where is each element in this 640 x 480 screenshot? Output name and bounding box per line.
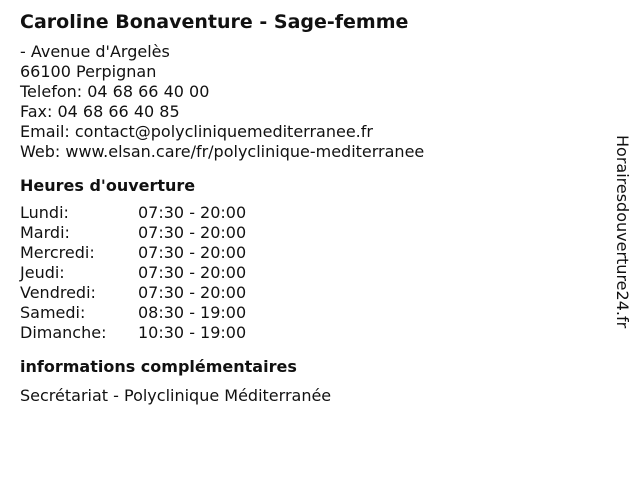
- day-label: Mercredi:: [20, 243, 95, 262]
- page-title: Caroline Bonaventure - Sage-femme: [20, 11, 409, 33]
- time-range: 07:30 - 20:00: [138, 243, 247, 262]
- time-range: 08:30 - 19:00: [138, 303, 247, 322]
- phone-number[interactable]: Telefon: 04 68 66 40 00: [20, 82, 210, 101]
- hours-row-wednesday: [20, 243, 600, 263]
- additional-info-heading: informations complémentaires: [20, 357, 297, 376]
- hours-row-saturday: [20, 303, 600, 323]
- website-link[interactable]: Web: www.elsan.care/fr/polyclinique-mediterranee: [20, 142, 425, 161]
- opening-hours-table: [20, 203, 600, 343]
- day-label: Dimanche:: [20, 323, 107, 342]
- day-label: Vendredi:: [20, 283, 96, 302]
- time-range: 07:30 - 20:00: [138, 203, 247, 222]
- time-range: 07:30 - 20:00: [138, 223, 247, 242]
- day-label: Lundi:: [20, 203, 69, 222]
- site-brand-vertical[interactable]: Horairesdouverture24.fr: [613, 135, 632, 329]
- fax-number: Fax: 04 68 66 40 85: [20, 102, 180, 121]
- hours-row-tuesday: [20, 223, 600, 243]
- time-range: 10:30 - 19:00: [138, 323, 247, 342]
- email-link[interactable]: Email: contact@polycliniquemediterranee.fr: [20, 122, 373, 141]
- opening-hours-heading: Heures d'ouverture: [20, 176, 196, 195]
- hours-row-friday: [20, 283, 600, 303]
- business-card: [20, 9, 600, 406]
- day-label: Jeudi:: [20, 263, 65, 282]
- day-label: Samedi:: [20, 303, 86, 322]
- time-range: 07:30 - 20:00: [138, 263, 247, 282]
- address-street: - Avenue d'Argelès: [20, 42, 170, 61]
- hours-row-thursday: [20, 263, 600, 283]
- time-range: 07:30 - 20:00: [138, 283, 247, 302]
- hours-row-monday: [20, 203, 600, 223]
- contact-block: [20, 42, 600, 162]
- hours-row-sunday: [20, 323, 600, 343]
- address-city: 66100 Perpignan: [20, 62, 157, 81]
- day-label: Mardi:: [20, 223, 70, 242]
- additional-info-text: Secrétariat - Polyclinique Méditerranée: [20, 386, 332, 405]
